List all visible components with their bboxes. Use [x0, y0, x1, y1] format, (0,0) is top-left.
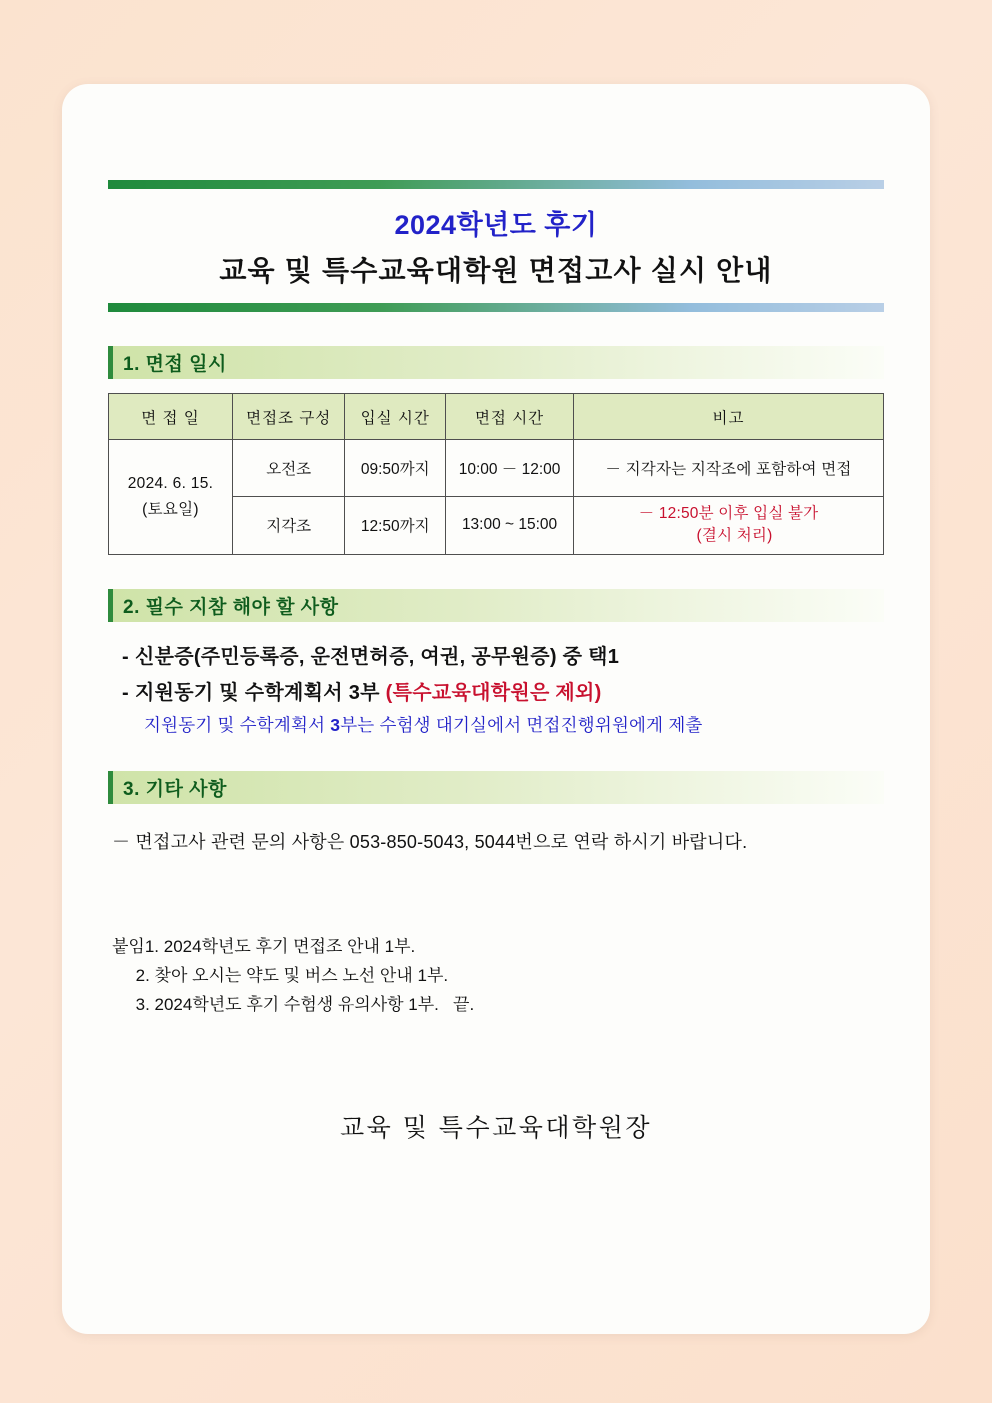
- document-body: [62, 180, 930, 1334]
- note-cell: － 지각자는 지작조에 포함하여 면접: [574, 440, 884, 497]
- list-item-label: 지원동기 및 수학계획서 3부: [134, 681, 386, 704]
- interview-time-cell: 13:00 ~ 15:00: [446, 497, 574, 555]
- section-heading-schedule: [108, 346, 884, 379]
- interview-date-cell: [109, 440, 233, 555]
- heading-accent-bar: [108, 771, 113, 804]
- interview-date-line-1: 2024. 6. 15.: [127, 475, 214, 493]
- subnote-part-1: 지원동기 및 수학계획서: [144, 714, 331, 735]
- attachment-item: 붙임1. 2024학년도 후기 면접조 안내 1부.: [112, 936, 416, 956]
- subnote-part-2: 부는 수험생 대기실에서 면접진행위원에게 제출: [340, 714, 703, 735]
- table-header-cell: 면 접 일: [109, 394, 233, 440]
- interview-date-line-2: (토요일): [142, 500, 199, 518]
- enter-time-cell: 09:50까지: [345, 440, 446, 497]
- signature-line: 교육 및 특수교육대학원장: [339, 1113, 653, 1142]
- list-item: [122, 640, 884, 669]
- section-heading-label: 1. 면접 일시: [123, 354, 227, 375]
- document-page: [62, 84, 930, 1334]
- note-warning-line-2: (결시 처리): [696, 527, 773, 545]
- subnote-count: 3: [330, 714, 341, 735]
- section-heading-etc: [108, 771, 884, 804]
- title-line-2: 교육 및 특수교육대학원 면접고사 실시 안내: [219, 255, 773, 286]
- title-block: [108, 180, 884, 312]
- attachment-item: 2. 찾아 오시는 약도 및 버스 노선 안내 1부.: [112, 966, 449, 986]
- list-item-dash: -: [122, 681, 129, 704]
- table-header-row: [109, 394, 884, 440]
- attachment-list: [108, 932, 884, 1020]
- etc-contact-line: － 면접고사 관련 문의 사항은 053-850-5043, 5044번으로 연락 하시기 바랍니다.: [112, 831, 748, 852]
- required-items-list: [108, 640, 884, 737]
- enter-time-cell: 12:50까지: [345, 497, 446, 555]
- title-text: [108, 189, 884, 299]
- table-header-cell: 면접조 구성: [233, 394, 345, 440]
- attachment-item: 3. 2024학년도 후기 수험생 유의사항 1부. 끝.: [112, 995, 475, 1015]
- group-cell: 지각조: [233, 497, 345, 555]
- heading-accent-bar: [108, 589, 113, 622]
- table-header-cell: 면접 시간: [446, 394, 574, 440]
- interview-time-cell: 10:00 － 12:00: [446, 440, 574, 497]
- list-item-label: 신분증(주민등록증, 운전면허증, 여권, 공무원증) 중 택1: [134, 645, 620, 668]
- section-heading-required: [108, 589, 884, 622]
- title-rule-bottom: [108, 303, 884, 312]
- group-cell: 오전조: [233, 440, 345, 497]
- list-item-dash: -: [122, 645, 129, 668]
- note-cell-warning: [574, 497, 884, 555]
- list-item: [122, 676, 884, 705]
- title-rule-top: [108, 180, 884, 189]
- list-item-accent: (특수교육대학원은 제외): [385, 681, 602, 704]
- note-warning-line-1: － 12:50분 이후 입실 불가: [638, 505, 819, 522]
- required-subnote: [122, 712, 884, 737]
- heading-accent-bar: [108, 346, 113, 379]
- title-line-1: 2024학년도 후기: [394, 210, 598, 240]
- section-heading-label: 2. 필수 지참 해야 할 사항: [123, 596, 339, 618]
- table-header-cell: 비고: [574, 394, 884, 440]
- schedule-table: [108, 393, 884, 555]
- table-row: [109, 440, 884, 497]
- section-heading-label: 3. 기타 사항: [123, 778, 227, 800]
- table-header-cell: 입실 시간: [345, 394, 446, 440]
